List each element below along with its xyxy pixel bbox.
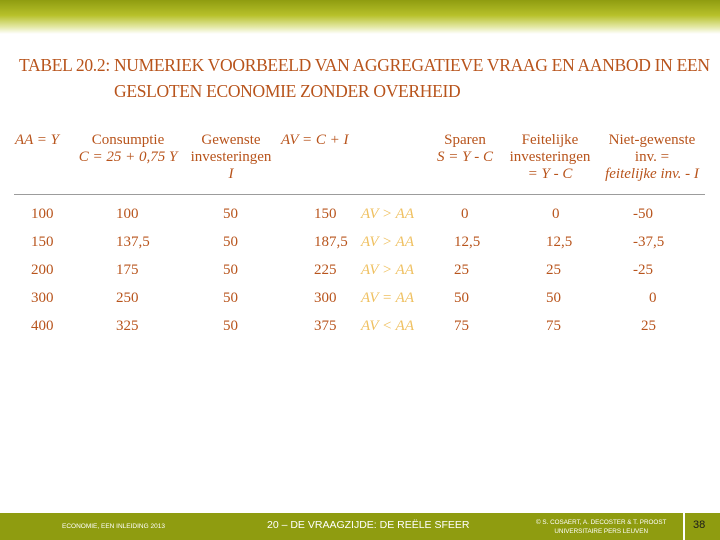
- header-av-text: AV = C + I: [281, 132, 349, 148]
- header-aa-y-text: AA = Y: [15, 132, 60, 148]
- footer-bar: [0, 513, 720, 540]
- cell-niet-gewenste: -25: [633, 262, 653, 278]
- cell-investeringen: 50: [223, 206, 238, 222]
- cell-sparen: 0: [461, 206, 469, 222]
- header-feitelijke-formula: = Y - C: [527, 166, 573, 182]
- cell-av: 150: [314, 206, 337, 222]
- cell-feitelijke: 25: [546, 262, 561, 278]
- cell-investeringen: 50: [223, 318, 238, 334]
- header-niet-gewenste-label1: Niet-gewenste: [608, 132, 696, 148]
- header-investeringen: [186, 132, 276, 183]
- table-title: [19, 55, 710, 101]
- header-consumptie-label: Consumptie: [91, 132, 165, 148]
- table-title-line1: TABEL 20.2: NUMERIEK VOORBEELD VAN AGGREGATIEVE VRAAG EN AANBOD IN EEN: [19, 55, 710, 75]
- footer-copyright-authors: © S. COSAERT, A. DECOSTER & T. PROOST: [536, 519, 667, 526]
- header-av: [281, 132, 349, 149]
- header-investeringen-symbol: I: [228, 166, 234, 182]
- cell-feitelijke: 0: [552, 206, 560, 222]
- header-niet-gewenste-formula: feitelijke inv. - I: [605, 166, 699, 182]
- cell-av: 187,5: [314, 234, 348, 250]
- cell-feitelijke: 12,5: [546, 234, 573, 250]
- cell-feitelijke: 50: [546, 290, 561, 306]
- cell-consumptie: 137,5: [116, 234, 150, 250]
- header-niet-gewenste: [600, 132, 704, 183]
- header-niet-gewenste-label2: inv. =: [634, 149, 670, 165]
- cell-aa: 100: [31, 206, 54, 222]
- footer-divider: [683, 513, 685, 540]
- cell-av: 375: [314, 318, 337, 334]
- cell-aa: 150: [31, 234, 54, 250]
- cell-niet-gewenste: -37,5: [633, 234, 665, 250]
- cell-av: 300: [314, 290, 337, 306]
- cell-aa: 300: [31, 290, 54, 306]
- header-sparen-label: Sparen: [444, 132, 486, 148]
- footer-copyright-publisher: UNIVERSITAIRE PERS LEUVEN: [554, 528, 649, 535]
- header-sparen: [428, 132, 502, 166]
- footer-book-title: ECONOMIE, EEN INLEIDING 2013: [62, 523, 165, 530]
- cell-aa: 400: [31, 318, 54, 334]
- footer-copyright: [536, 518, 666, 536]
- cell-investeringen: 50: [223, 290, 238, 306]
- header-consumptie-formula: C = 25 + 0,75 Y: [78, 149, 178, 165]
- cell-feitelijke: 75: [546, 318, 561, 334]
- cell-comparison: AV > AA: [361, 262, 414, 278]
- cell-sparen: 25: [454, 262, 469, 278]
- header-consumptie: [76, 132, 180, 166]
- cell-consumptie: 250: [116, 290, 139, 306]
- cell-comparison: AV > AA: [361, 206, 414, 222]
- header-investeringen-label1: Gewenste: [201, 132, 261, 148]
- header-divider: [14, 194, 705, 195]
- cell-consumptie: 100: [116, 206, 139, 222]
- header-feitelijke-label1: Feitelijke: [521, 132, 579, 148]
- cell-sparen: 75: [454, 318, 469, 334]
- cell-comparison: AV > AA: [361, 234, 414, 250]
- cell-niet-gewenste: 25: [641, 318, 656, 334]
- cell-niet-gewenste: 0: [649, 290, 657, 306]
- cell-investeringen: 50: [223, 234, 238, 250]
- cell-consumptie: 325: [116, 318, 139, 334]
- page-number: 38: [693, 519, 706, 531]
- cell-niet-gewenste: -50: [633, 206, 653, 222]
- cell-comparison: AV = AA: [361, 290, 414, 306]
- cell-av: 225: [314, 262, 337, 278]
- cell-sparen: 50: [454, 290, 469, 306]
- cell-aa: 200: [31, 262, 54, 278]
- cell-sparen: 12,5: [454, 234, 481, 250]
- header-aa-y: [15, 132, 59, 149]
- top-accent-bar: [0, 0, 720, 34]
- footer-chapter-title: 20 – DE VRAAGZIJDE: DE REËLE SFEER: [267, 519, 470, 531]
- cell-consumptie: 175: [116, 262, 139, 278]
- header-feitelijke-label2: investeringen: [509, 149, 591, 165]
- cell-investeringen: 50: [223, 262, 238, 278]
- cell-comparison: AV < AA: [361, 318, 414, 334]
- table-title-line2: GESLOTEN ECONOMIE ZONDER OVERHEID: [114, 81, 461, 101]
- header-feitelijke: [504, 132, 596, 183]
- header-investeringen-label2: investeringen: [190, 149, 272, 165]
- header-sparen-formula: S = Y - C: [437, 149, 493, 165]
